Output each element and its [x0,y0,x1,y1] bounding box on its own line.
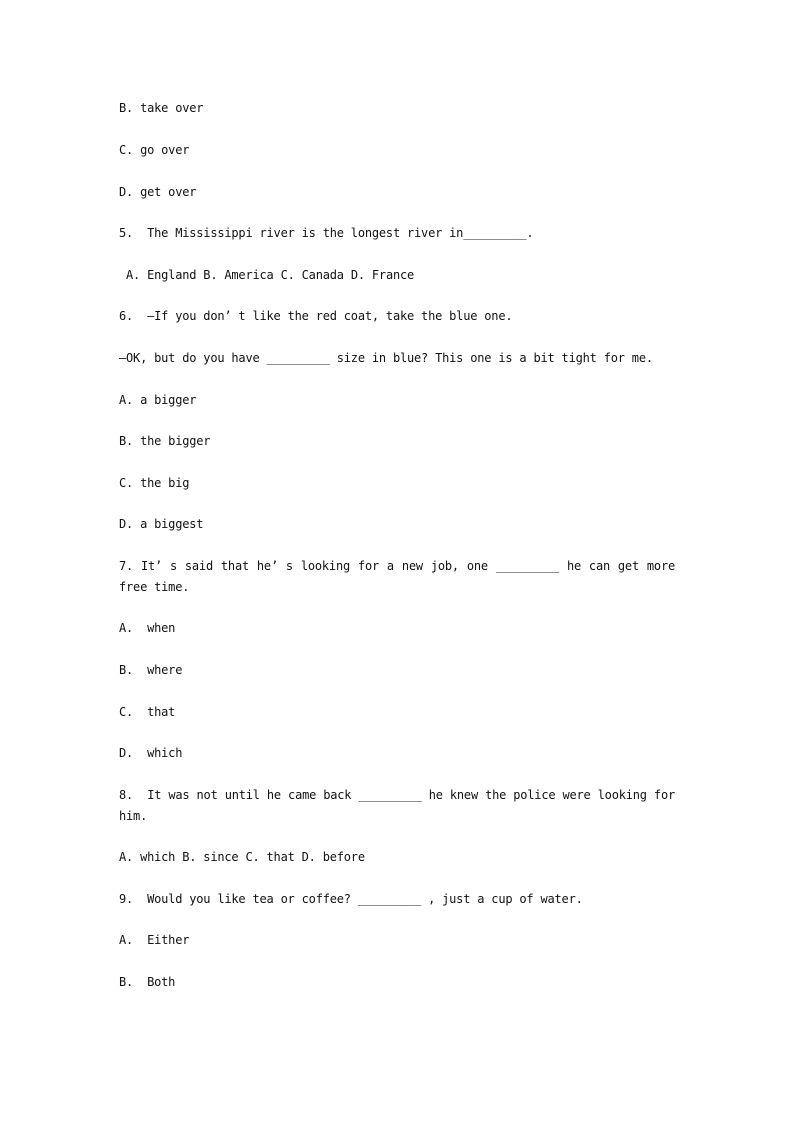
question-9: 9. Would you like tea or coffee? _________ , just a cup of water. [119,892,583,906]
option-9a: A. Either [119,933,190,947]
option-7c: C. that [119,705,176,719]
option-7b: B. where [119,663,183,677]
option-4d: D. get over [119,185,197,199]
question-7: 7. It’ s said that he’ s looking for a new job, one _________ he can get more free time. [119,559,683,594]
option-7d: D. which [119,746,183,760]
question-6: 6. —If you don’ t like the red coat, take the blue one. [119,309,513,323]
option-6c: C. the big [119,476,190,490]
option-9b: B. Both [119,975,176,989]
option-4c: C. go over [119,143,190,157]
option-6b: B. the bigger [119,434,211,448]
question-5: 5. The Mississippi river is the longest river in_________. [119,226,534,240]
option-7a: A. when [119,621,176,635]
options-8: A. which B. since C. that D. before [119,850,365,864]
question-8: 8. It was not until he came back _________ he knew the police were looking for him. [119,788,683,823]
option-4b: B. take over [119,101,204,115]
options-5: A. England B. America C. Canada D. France [119,268,415,282]
question-6-response: —OK, but do you have _________ size in blue? This one is a bit tight for me. [119,351,653,365]
option-6a: A. a bigger [119,393,197,407]
option-6d: D. a biggest [119,517,204,531]
